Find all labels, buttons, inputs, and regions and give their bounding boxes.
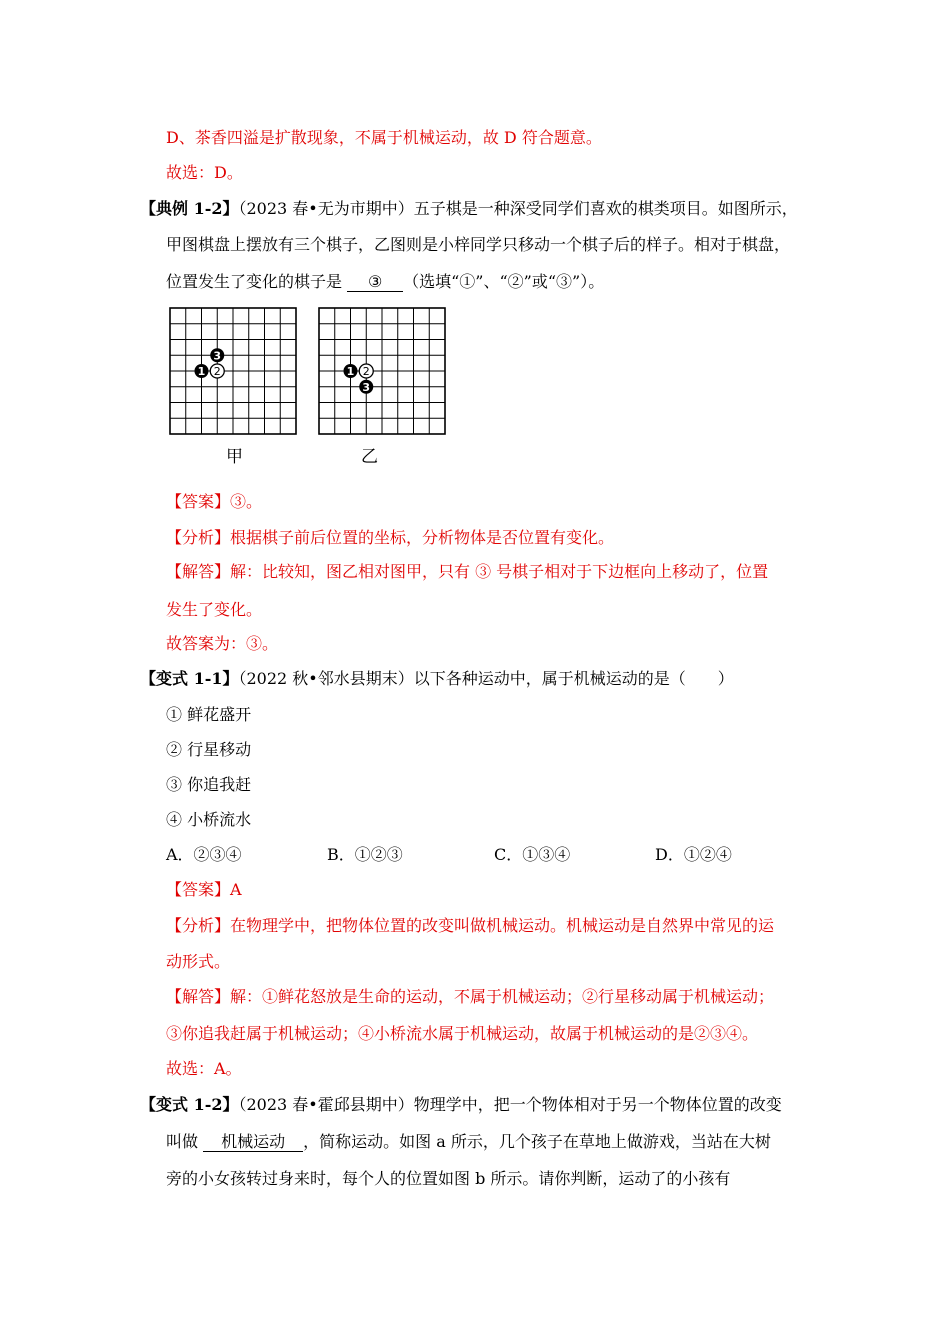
example-tag: 【典例 1-2】 [140,199,239,218]
variant-answer: 【答案】A [166,880,242,899]
svg-text:2: 2 [213,365,221,379]
option-c: C．①③④ [494,845,571,864]
item-3: ③ 你追我赶 [166,775,252,794]
item-2: ② 行星移动 [166,740,252,759]
variant-final-answer: 故选：A。 [166,1059,242,1078]
prev-answer: 故选：D。 [166,163,243,182]
stone-3 [359,380,373,394]
item-1: ① 鲜花盛开 [166,705,252,724]
caption-yi: 乙 [361,447,378,467]
example-solution-line1: 【解答】解：比较知，图乙相对图甲，只有 ③ 号棋子相对于下边框向上移动了，位置 [166,562,769,581]
stone-3 [210,348,224,362]
svg-text:3: 3 [362,381,371,394]
svg-text:2: 2 [362,365,370,379]
variant-analysis-line1: 【分析】在物理学中，把物体位置的改变叫做机械运动。机械运动是自然界中常见的运 [166,916,775,935]
example-solution-line2: 发生了变化。 [166,600,263,619]
example-1-2-line2: 甲图棋盘上摆放有三个棋子，乙图则是小梓同学只移动一个棋子后的样子。相对于棋盘， [166,235,791,254]
variant-1-2-line2: 叫做 机械运动 ，简称运动。如图 a 所示，几个孩子在草地上做游戏，当站在大树 [166,1132,771,1151]
example-answer: 【答案】③。 [166,492,263,511]
stone-1 [344,364,358,378]
example-analysis: 【分析】根据棋子前后位置的坐标，分析物体是否位置有变化。 [166,528,615,547]
answer-blank: ③ [347,273,403,292]
example-stem: （2023 春•无为市期中）五子棋是一种深受同学们喜欢的棋类项目。如图所示， [238,199,798,218]
answer-blank: 机械运动 [203,1133,303,1152]
item-4: ④ 小桥流水 [166,810,252,829]
svg-text:3: 3 [213,349,222,363]
variant-analysis-line2: 动形式。 [166,952,231,971]
example-final-answer: 故答案为：③。 [166,634,279,653]
variant-1-2-line1: 【变式 1-2】（2023 春•霍邱县期中）物理学中，把一个物体相对于另一个物体位置的改变 [140,1095,782,1114]
example-1-2-line1 [140,199,798,219]
variant-tag: 【变式 1-1】 [140,669,239,688]
option-d: D．①②④ [655,845,732,864]
go-board-left [169,307,299,437]
variant-1-2-line3: 旁的小女孩转过身来时，每个人的位置如图 b 所示。请你判断，运动了的小孩有 [166,1169,731,1188]
option-a: A．②③④ [166,845,242,864]
variant-solution-line2: ③你追我赶属于机械运动；④小桥流水属于机械运动，故属于机械运动的是②③④。 [166,1024,759,1043]
go-board-right [318,307,448,437]
caption-jia: 甲 [226,447,243,467]
prev-option-d-explanation: D、茶香四溢是扩散现象，不属于机械运动，故 D 符合题意。 [166,128,602,147]
stone-1 [195,364,209,378]
variant-tag: 【变式 1-2】 [140,1095,239,1114]
svg-text:1: 1 [346,365,355,379]
example-1-2-line3: 位置发生了变化的棋子是 ③ （选填“①”、“②”或“③”）。 [166,272,605,291]
stone-2 [359,364,373,378]
svg-text:1: 1 [197,365,206,379]
variant-solution-line1: 【解答】解：①鲜花怒放是生命的运动，不属于机械运动；②行星移动属于机械运动； [166,987,775,1006]
option-b: B．①②③ [327,845,403,864]
stone-2 [210,364,224,378]
variant-1-1-stem: 【变式 1-1】（2022 秋•邻水县期末）以下各种运动中，属于机械运动的是（ ） [140,669,734,688]
